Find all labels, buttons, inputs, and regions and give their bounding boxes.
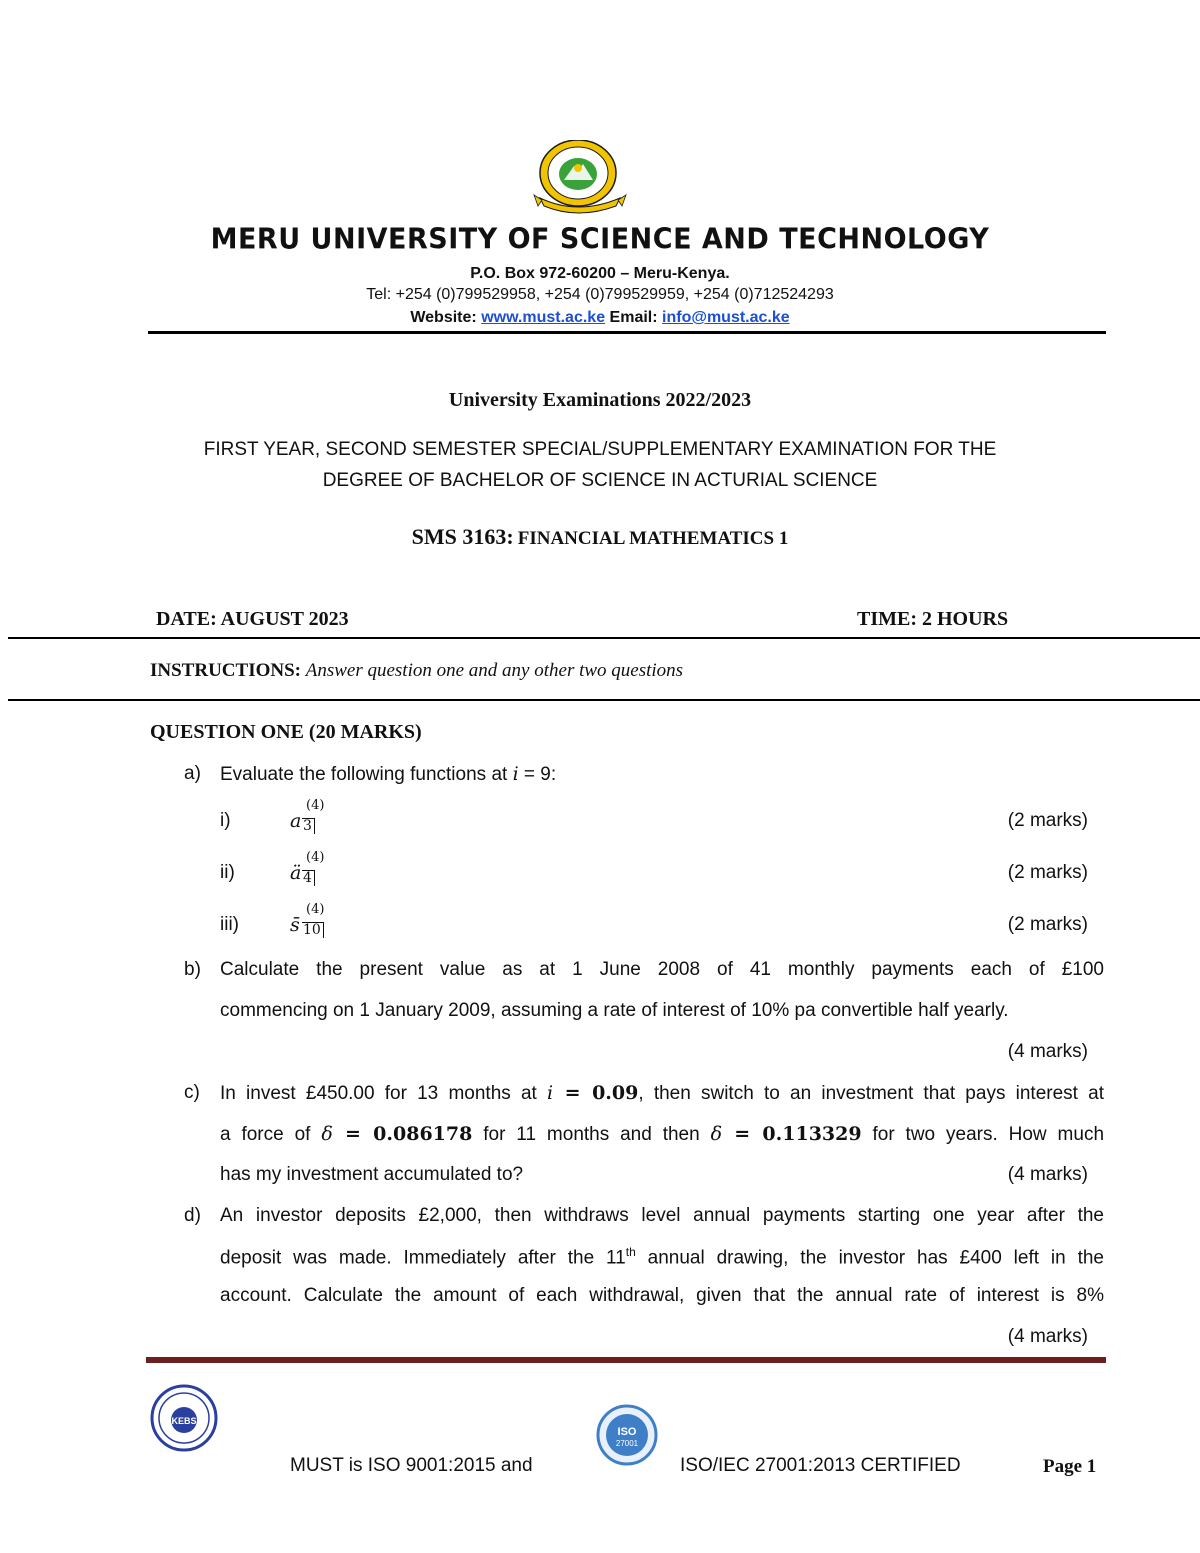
part-c-marker: c) <box>184 1082 200 1103</box>
part-a-marker: a) <box>184 763 201 784</box>
date-divider <box>8 637 1200 639</box>
part-d-line3: account. Calculate the amount of each withdrawal, given that the annual rate of interest is 8% <box>220 1285 1104 1306</box>
continuous-accumulation-symbol: s̄ (4) 10 <box>290 902 325 938</box>
exam-title-line2: DEGREE OF BACHELOR OF SCIENCE IN ACTURIAL SCIENCE <box>322 470 878 491</box>
iso-text: ISO <box>617 1426 637 1438</box>
part-c-line2: a force of δ = 0.086178 for 11 months and then δ = 0.113329 for two years. How much <box>220 1123 1105 1145</box>
telephone: Tel: +254 (0)799529958, +254 (0)799529959, +254 (0)712524293 <box>366 286 834 303</box>
part-a-ii-marker: ii) <box>220 862 235 883</box>
part-b-marks: (4 marks) <box>1007 1041 1088 1062</box>
course-name: FINANCIAL MATHEMATICS 1 <box>517 528 789 549</box>
part-d-marker: d) <box>184 1205 201 1226</box>
course-code: SMS 3163: <box>411 524 514 549</box>
instructions-divider <box>8 699 1200 701</box>
instructions <box>150 660 683 682</box>
kebs-seal-icon <box>150 1384 218 1452</box>
website-link[interactable]: www.must.ac.ke <box>481 309 606 326</box>
instructions-text: Answer question one and any other two questions <box>305 660 684 681</box>
part-a-i-marker: i) <box>220 810 231 831</box>
iso-number: 27001 <box>615 1439 639 1448</box>
part-d-line1: An investor deposits £2,000, then withdraws level annual payments starting one year after the <box>220 1205 1104 1226</box>
exam-time: TIME: 2 HOURS <box>857 608 1009 630</box>
part-c-line3: has my investment accumulated to? <box>220 1164 524 1185</box>
part-a-text: Evaluate the following functions at i = 9: <box>220 763 557 785</box>
part-a-ii-marks: (2 marks) <box>1007 862 1088 883</box>
part-c-line1: In invest £450.00 for 13 months at i = 0.09, then switch to an investment that pays interest at <box>220 1082 1104 1104</box>
university-logo <box>528 140 632 214</box>
header-divider <box>148 331 1106 334</box>
part-a-iii-marks: (2 marks) <box>1007 914 1088 935</box>
part-b-marker: b) <box>184 959 201 980</box>
certification-text-a: MUST is ISO 9001:2015 and <box>290 1455 533 1476</box>
address: P.O. Box 972-60200 – Meru-Kenya. <box>470 265 730 282</box>
email-link[interactable]: info@must.ac.ke <box>662 309 790 326</box>
footer-rule <box>146 1357 1106 1363</box>
part-a-i-marks: (2 marks) <box>1007 810 1088 831</box>
course-title <box>0 524 1200 550</box>
exam-session: University Examinations 2022/2023 <box>448 389 752 411</box>
annuity-a-symbol: a (4) 3 <box>290 798 325 834</box>
annuity-due-symbol: ä (4) 4 <box>290 850 325 886</box>
part-d-line2: deposit was made. Immediately after the 11th annual drawing, the investor has £400 left in the <box>220 1245 1104 1269</box>
university-name: MERU UNIVERSITY OF SCIENCE AND TECHNOLOGY <box>210 223 990 256</box>
certification-text-b: ISO/IEC 27001:2013 CERTIFIED <box>680 1455 961 1476</box>
kebs-text: KEBS <box>171 1416 197 1426</box>
email-label: Email: <box>609 309 658 326</box>
page-number: Page 1 <box>1043 1456 1097 1477</box>
question-one-heading: QUESTION ONE (20 MARKS) <box>150 721 422 743</box>
exam-date: DATE: AUGUST 2023 <box>156 608 349 630</box>
iso-seal-icon <box>596 1404 658 1466</box>
part-b-line2: commencing on 1 January 2009, assuming a rate of interest of 10% pa convertible half yearly. <box>220 1000 1009 1021</box>
part-c-marks: (4 marks) <box>1007 1164 1088 1185</box>
part-b-line1: Calculate the present value as at 1 June 2008 of 41 monthly payments each of £100 <box>220 959 1104 980</box>
exam-title-line1: FIRST YEAR, SECOND SEMESTER SPECIAL/SUPPLEMENTARY EXAMINATION FOR THE <box>203 439 997 460</box>
part-d-marks: (4 marks) <box>1007 1326 1088 1347</box>
contact-line <box>0 309 1200 327</box>
website-label: Website: <box>410 309 477 326</box>
part-a-iii-marker: iii) <box>220 914 239 935</box>
instructions-label: INSTRUCTIONS: <box>150 660 301 681</box>
